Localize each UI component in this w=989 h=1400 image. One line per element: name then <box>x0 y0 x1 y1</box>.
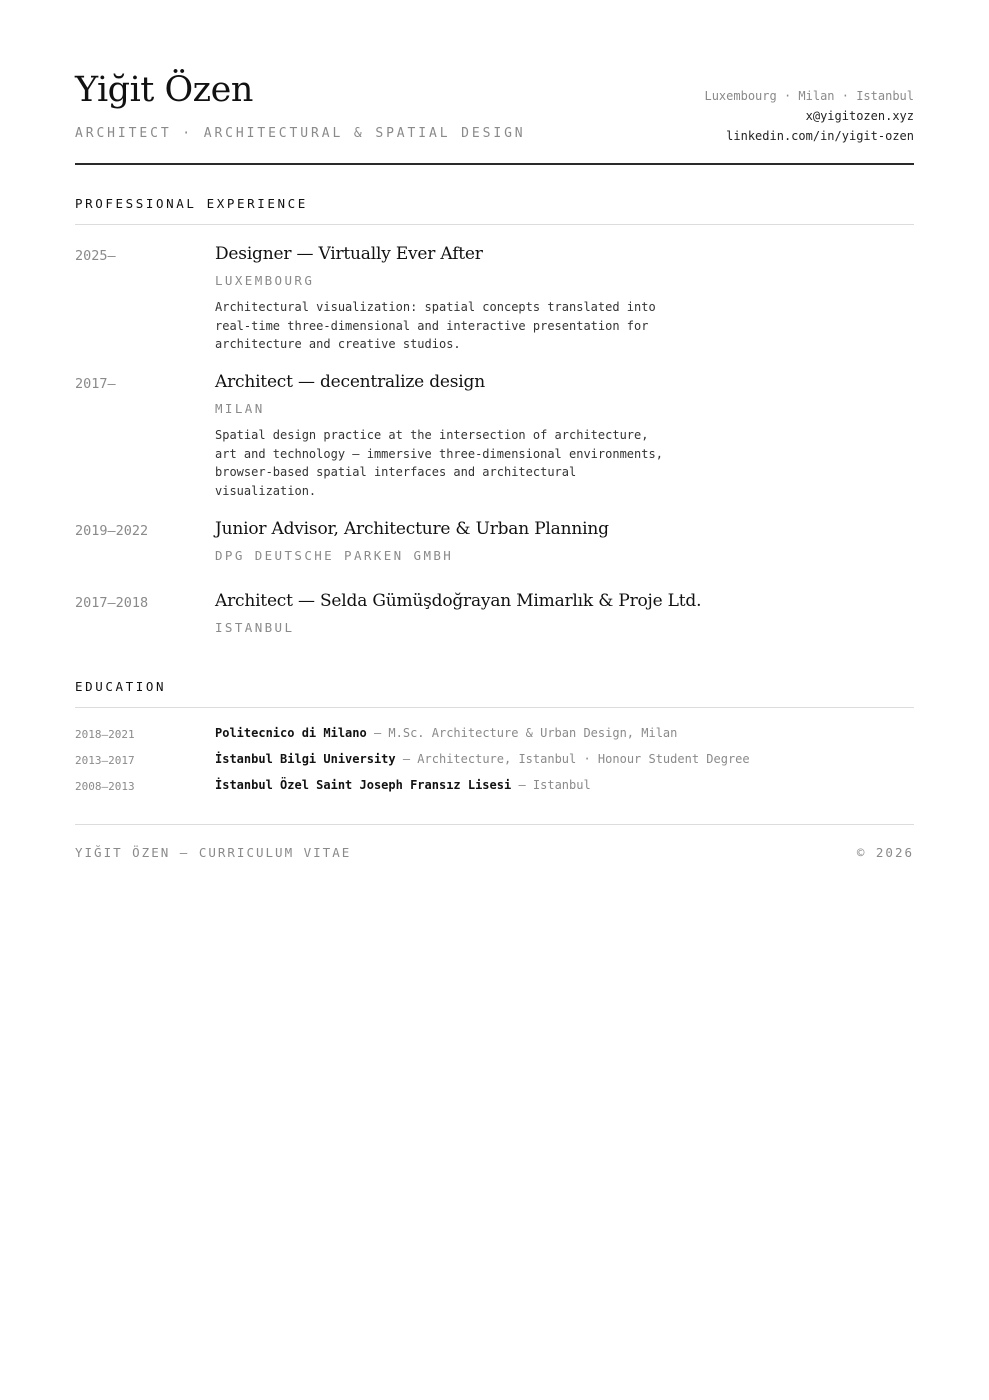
description-line: architecture and creative studios. <box>215 337 461 352</box>
experience-location: DPG DEUTSCHE PARKEN GMBH <box>215 548 454 563</box>
experience-location: LUXEMBOURG <box>215 273 315 288</box>
experience-role: Designer — Virtually Ever After <box>215 244 483 264</box>
education-entry <box>75 726 914 746</box>
contact-locations: Luxembourg · Milan · Istanbul <box>704 89 914 103</box>
contact-linkedin[interactable]: linkedin.com/in/yigit-ozen <box>726 129 914 143</box>
contact-email[interactable]: x@yigitozen.xyz <box>805 109 914 123</box>
education-line <box>215 752 750 766</box>
description-line: art and technology — immersive three-dimensional environments, <box>215 446 663 461</box>
section-title-education: EDUCATION <box>75 679 167 694</box>
description-line: visualization. <box>215 484 317 499</box>
education-period: 2018—2021 <box>75 728 135 741</box>
footer-title: YIĞIT ÖZEN — CURRICULUM VITAE <box>75 845 352 860</box>
education-school: Politecnico di Milano <box>215 726 367 740</box>
education-school: İstanbul Bilgi University <box>215 752 396 766</box>
experience-period: 2017— <box>75 376 116 392</box>
experience-role: Junior Advisor, Architecture & Urban Planning <box>215 519 609 539</box>
description-line: real-time three-dimensional and interactive presentation for <box>215 318 649 333</box>
experience-location: ISTANBUL <box>215 620 295 635</box>
section-title-experience: PROFESSIONAL EXPERIENCE <box>75 196 308 211</box>
education-entry <box>75 752 914 772</box>
experience-role: Architect — decentralize design <box>215 372 485 392</box>
person-name: Yiğit Özen <box>75 70 253 110</box>
section-divider <box>75 707 914 708</box>
profession-subtitle: ARCHITECT · ARCHITECTURAL & SPATIAL DESIGN <box>75 126 526 141</box>
description-line: Spatial design practice at the intersection of architecture, <box>215 428 649 442</box>
cv-header <box>75 0 914 165</box>
education-period: 2008—2013 <box>75 780 135 793</box>
experience-period: 2017—2018 <box>75 595 149 611</box>
education-period: 2013—2017 <box>75 754 135 767</box>
experience-description <box>215 426 695 501</box>
experience-period: 2019—2022 <box>75 523 149 539</box>
experience-description <box>215 298 695 354</box>
description-line: browser-based spatial interfaces and architectural <box>215 465 577 480</box>
header-divider <box>75 163 914 165</box>
education-line <box>215 726 677 740</box>
footer-copyright: © 2026 <box>856 845 914 860</box>
description-line: Architectural visualization: spatial concepts translated into <box>215 300 656 314</box>
education-detail: — Istanbul <box>511 778 591 792</box>
experience-period: 2025— <box>75 248 116 264</box>
contact-block <box>704 86 914 146</box>
education-detail: — M.Sc. Architecture & Urban Design, Milan <box>366 726 678 740</box>
experience-role: Architect — Selda Gümüşdoğrayan Mimarlık & Proje Ltd. <box>215 591 702 611</box>
education-detail: — Architecture, Istanbul · Honour Student Degree <box>395 752 750 766</box>
section-divider <box>75 224 914 225</box>
experience-location: MILAN <box>215 401 265 416</box>
footer-divider <box>75 824 914 825</box>
education-school: İstanbul Özel Saint Joseph Fransız Lisesi <box>215 778 512 792</box>
education-line <box>215 778 591 792</box>
cv-page <box>75 0 914 860</box>
education-entry <box>75 778 914 798</box>
